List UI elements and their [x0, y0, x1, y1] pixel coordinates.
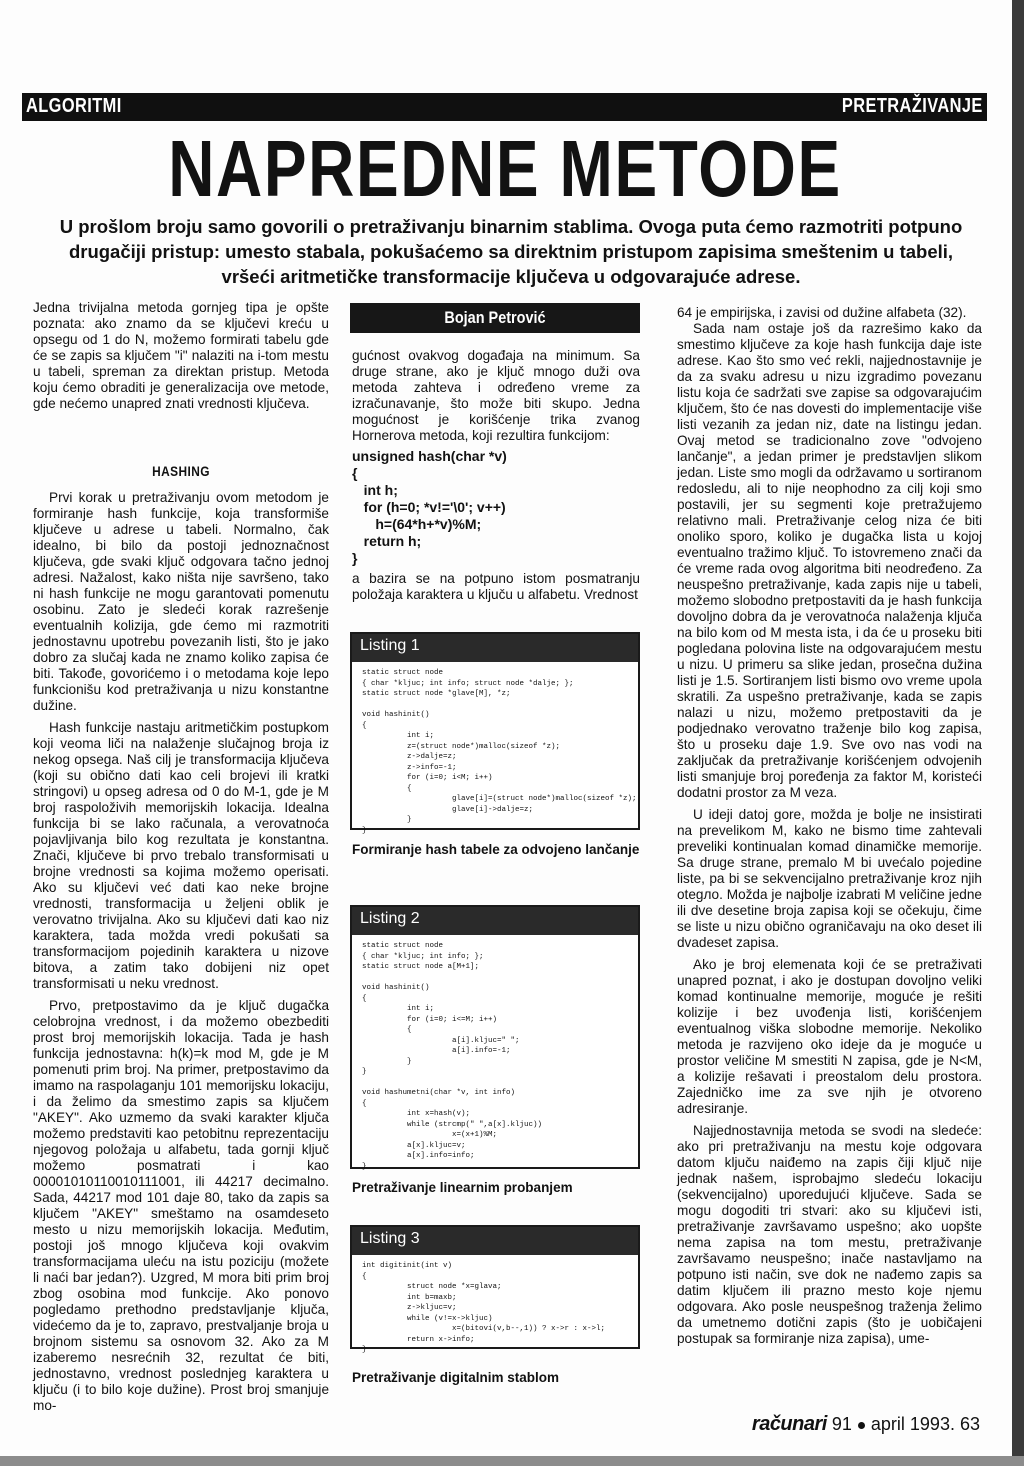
- text-column-3: [677, 305, 982, 1347]
- listing-1-box: [350, 632, 640, 835]
- paragraph: Prvi korak u pretraživanju ovom metodom je formiranje hash funkcije, koja transformiše ključeve u adrese u tabeli. Normalno, čak idealno, bi bilo da postoji jednoznačnost ključeva, gde svaki ključ odgovara tačno jednoj adresi. Nažalost, kako ništa nije savršeno, tako ni hash funkcije ne mogu garantovati pomenutu osobinu. Zato je sledeći korak razrešenje eventualnih kolizija, gde ćemo mi razmotriti jednostavnu upotrebu povezanih listi, što je jako dobro za slučaj kada ne znamo koliko zapisa će biti. Takođe, govorićemo i o metodama koje lepo funkcionišu kod pretraživanja u nizu konstantne dužine.: [33, 490, 329, 713]
- text-column-1: [33, 300, 329, 412]
- listing-3-caption: Pretraživanje digitalnim stablom: [352, 1370, 560, 1385]
- magazine-name: računari: [751, 1413, 827, 1435]
- subheading-hashing: HASHING: [152, 463, 210, 479]
- paragraph: 64 je empirijska, i zavisi od dužine alfabeta (32).: [677, 305, 967, 320]
- article-lead: U prošlom broju samo govorili o pretraživanju binarnim stablima. Ovoga puta ćemo razmotriti potpuno drugačiji pristup: umesto stabala, pokušaćemo sa direktnim pristupom zapisima smeštenim u tabeli, vršeći aritmetičke transformacije ključeva u odgovarajuće adrese.: [59, 216, 963, 287]
- page-edge-bottom: [0, 1456, 1024, 1466]
- listing-2-box: [350, 905, 640, 1169]
- issue-date: april 1993.: [870, 1414, 955, 1434]
- section-tag-left: ALGORITMI: [26, 95, 122, 117]
- code-line: {: [352, 465, 358, 481]
- paragraph: Najjednostavnija metoda se svodi na sledeće: ako pri pretraživanju na mestu koje odgovara datom ključu naiđemo na zapis čiji ključ nije jednak našem, isprobajmo sledeću lokaciju (sekvencijalno) uporeduјući ključeve. Sada se mogu dogoditi tri stvari: ako su ključevi isti, pretraživanje završavamo uspešno; ako uopšte nema zapisa na tom mestu, pretraživanje završavamo neuspešno; inače nastavljamo na potpuno isti način, sve dok ne nađemo zapis sa datim ključem ili prazno mesto koje njemu odgovara. Ako posle neuspešnog traženja želimo da umetnemo dotični zapis (što je uobičajeni postupak sa formiranje niza zapisa), ume-: [677, 1123, 982, 1346]
- code-line: int h;: [352, 482, 398, 498]
- code-line: return h;: [352, 533, 422, 549]
- paragraph: gućnost ovakvog događaja na minimum. Sa druge strane, ako je ključ mnogo duži ova metoda zahteva i određeno vreme za izračunavanje, što može biti skupo. Jedna mogućnost je korišćenje trika zvanog Hornerova metoda, koji rezultira funkcijom:: [352, 348, 640, 443]
- listing-title: Listing 1: [352, 634, 638, 662]
- paragraph: Sada nam ostaje još da razrešimo kako da smestimo ključeve za koje hash funkcija daje iste adrese. Kao što smo već rekli, najjednostavnije je da za svaku adresu u nizu izgradimo povezanu listu koja će sadržati sve zapise sa odgovarajućim ključem, što će nas dovesti do implementacije više listi vezanih za jedan niz, date na listingu jedan. Ovaj metod se tradicionalno zove "odvojeno lančanje", a jedan primer je predstavljen slikom jedan. Liste smo mogli da održavamo u sortiranom redosledu, ali to nije neophodno za cilj koji smo postavili, jer su segmenti koje pretražujemo relativno mali. Pretraživanje celog niza će biti onoliko sporo, koliko je dugačka lista u kojoj eventualno tražimo ključ. To istovremeno znači da će vreme rada ovog algoritma biti neodređeno. Za neuspešno pretraživanje, kada zapis nije u tabeli, možemo slobodno pretpostaviti da je hash funkcija dovoljno dobra da je verovatnoća nalaženja ključa na bilo kom od M mesta ista, i da će u proseku biti pogledana polovina liste na odgovarajućem mestu u nizu. U primeru sa slike jedan, prosečna dužina listi je 1.5. Sortiranjem listi bismo ovo vreme upola skratili. Za uspešno pretraživanje, kada se zapis nalazi u nizu, možemo pretpostaviti da je podjednako verovatno traženje bilo kog zapisa, što u proseku daje 1.9. Sve ovo nas vodi na zaključak da pretraživanje korišćenjem odvojenih listi smanjuje broj poređenja za faktor M, koristeći dodatni prostor za M veza.: [677, 321, 982, 800]
- page-edge-shadow: [1012, 0, 1024, 1466]
- paragraph: Hash funkcije nastaju aritmetičkim postupkom koji veoma liči na nalaženje slučajnog broja iz nekog opsega. Naš cilj je transformacija ključeva (koji su obično dati kao celi brojevi ili kratki stringovi) u opseg adresa od 0 do M-1, gde je M broj raspoloživih memorijskih lokacija. Idealna funkcija bi se lako računala, a verovatnoća pojavljivanja bilo kog rezultata je konstantna. Znači, ključeve bi prvo trebalo transformisati u brojne vrednosti sa kojima možemo operisati. Ako su ključevi već dati kao neke brojne vrednosti, transformacija u željeni oblik je verovatno trivijalna. Ako su ključevi dati kao niz karaktera, tada možda vredi pokušati sa transformacijom pojedinih karaktera u nizove bitova, a zatim tako dobijeni niz opet transformisati u neku vrednost.: [33, 720, 329, 991]
- code-line: unsigned hash(char *v): [352, 448, 507, 464]
- paragraph: Jedna trivijalna metoda gornjeg tipa je opšte poznata: ako znamo da se ključevi kreću u opsegu od 1 do N, možemo formirati tabelu gde će se zapis sa ključem "i" nalaziti na i-tom mestu u tabeli, spreman za direktan pristup. Metoda koju ćemo obraditi je generalizacija ove metode, gde nećemo unapred znati vrednosti ključeva.: [33, 300, 329, 411]
- code-line: }: [352, 550, 358, 566]
- listing-code: static struct node { char *kljuc; int info; struct node *dalje; }; static struct node *glave[M], *z; void hashinit() { int i; z=(struct node*)malloc(sizeof *z); z->dalje=z; z->info=-1; for (i=0; i<M; i++) { glave[i]=(struct node*)malloc(sizeof *z); glave[i]->dalje=z; } }: [362, 669, 637, 835]
- paragraph: Ako je broj elemenata koji će se pretraživati unapred poznat, i ako je dostupan dovoljno veliki komad kontinualne memorije, moguće je rešiti kolizije i bez uvođenja listi, korišćenjem eventualnog viška slobodne memorije. Nekoliko metoda je razvijeno oko ideje da je moguće u prostor veličine M smestiti N zapisa, gde je N<M, a kolizije rešavati i preostalom delu prostora. Zajedničko ime za sve njih je otvoreno adresiranje.: [677, 957, 982, 1116]
- page-footer: [752, 1413, 980, 1436]
- listing-2-caption: Pretraživanje linearnim probanjem: [352, 1180, 573, 1195]
- paragraph: a bazira se na potpuno istom posmatranju položaja karaktera u ključu u alfabetu. Vrednost: [352, 571, 640, 602]
- listing-code: int digitinit(int v) { struct node *x=glava; int b=maxb; z->kljuc=v; while (v!=x->kljuc) x=(bitovi(v,b--,1)) ? x->r : x->l; return x->info; }: [362, 1262, 606, 1354]
- author-byline: [350, 303, 640, 333]
- listing-3-box: [350, 1225, 640, 1354]
- section-tag-right: PRETRAŽIVANJE: [842, 95, 983, 117]
- article-title: NAPREDNE METODE: [168, 124, 842, 213]
- code-line: h=(64*h+*v)%M;: [352, 516, 482, 532]
- listing-code: static struct node { char *kljuc; int info; }; static struct node a[M+1]; void hashinit() { int i; for (i=0; i<=M; i++) { a[i].kljuc=" "; a[i].info=-1; } } void hashumetni(char *v, int info) { int x=hash(v); while (strcmp(" ",a[x].kljuc)) x=(x+1)%M; a[x].kljuc=v; a[x].info=info; }: [362, 942, 543, 1171]
- bullet-dot-icon: [858, 1422, 865, 1429]
- listing-1-caption: Formiranje hash tabele za odvojeno lančanje: [352, 842, 640, 857]
- hash-function-code: [352, 448, 640, 567]
- listing-title: Listing 3: [352, 1227, 638, 1255]
- section-header-bar: [22, 93, 987, 121]
- code-line: for (h=0; *v!='\0'; v++): [352, 499, 506, 515]
- page-number: 63: [959, 1414, 980, 1434]
- author-name: Bojan Petrović: [444, 308, 546, 327]
- listing-title: Listing 2: [352, 907, 638, 935]
- issue-number: 91: [831, 1414, 852, 1434]
- text-column-1-body: [33, 490, 329, 1414]
- text-column-2: [352, 348, 640, 603]
- paragraph: U ideji datoj gore, možda je bolje ne insistirati na prevelikom M, kako ne bismo time zahtevali preveliki kontinualan komad dinamičke memorije. Sa druge strane, premalo M bi uvećalo pojedine liste, pa bi se sekvencijalno pretraživanje kroz njih otegло. Možda je najbolje izabrati M veličine jedne ili dve desetine broja zapisa koji se očekuju, čime se liste u nizu obično ograničavaju na oko deset ili dvadeset zapisa.: [677, 807, 982, 950]
- paragraph: Prvo, pretpostavimo da je ključ dugačka celobrojna vrednost, i da možemo obezbediti prost broj memorijskih lokacija. Tada je hash funkcija jednostavna: h(k)=k mod M, gde je M pomenuti prim broj. Na primer, pretpostavimo da imamo na raspolaganju 101 memorijsku lokaciju, i da želimo da smestimo zapis sa ključem "AKEY". Ako uzmemo da svaki karakter ključa možemo predstaviti kao petobitnu reprezentaciju njegovog položaja u alfabetu, tada gornji ključ možemo posmatrati i kao 00001010110010111001, ili 44217 decimalno. Sada, 44217 mod 101 daje 80, tako da zapis sa ključem "AKEY" smeštamo na osamdeseto mesto u nizu memorijskih lokacija. Međutim, postoji još mnogo ključeva koji ovakvim transformacijama uleću na istu poziciju (možete li naći bar jedan?). Uzgred, M mora biti prim broj zbog osobina mod funkcije. Ako ponovo pogledamo prethodno predstavljanje ključa, videćemo da je to, zapravo, prestvaljanje broja u brojnom sistemu sa osnovom 32. Ako za M izaberemo nesrećnih 32, rezultat će biti, jednostavno, vrednost poslednjeg karaktera u ključu (i to bilo koje dužine). Prost broj smanjuje mo-: [33, 998, 329, 1413]
